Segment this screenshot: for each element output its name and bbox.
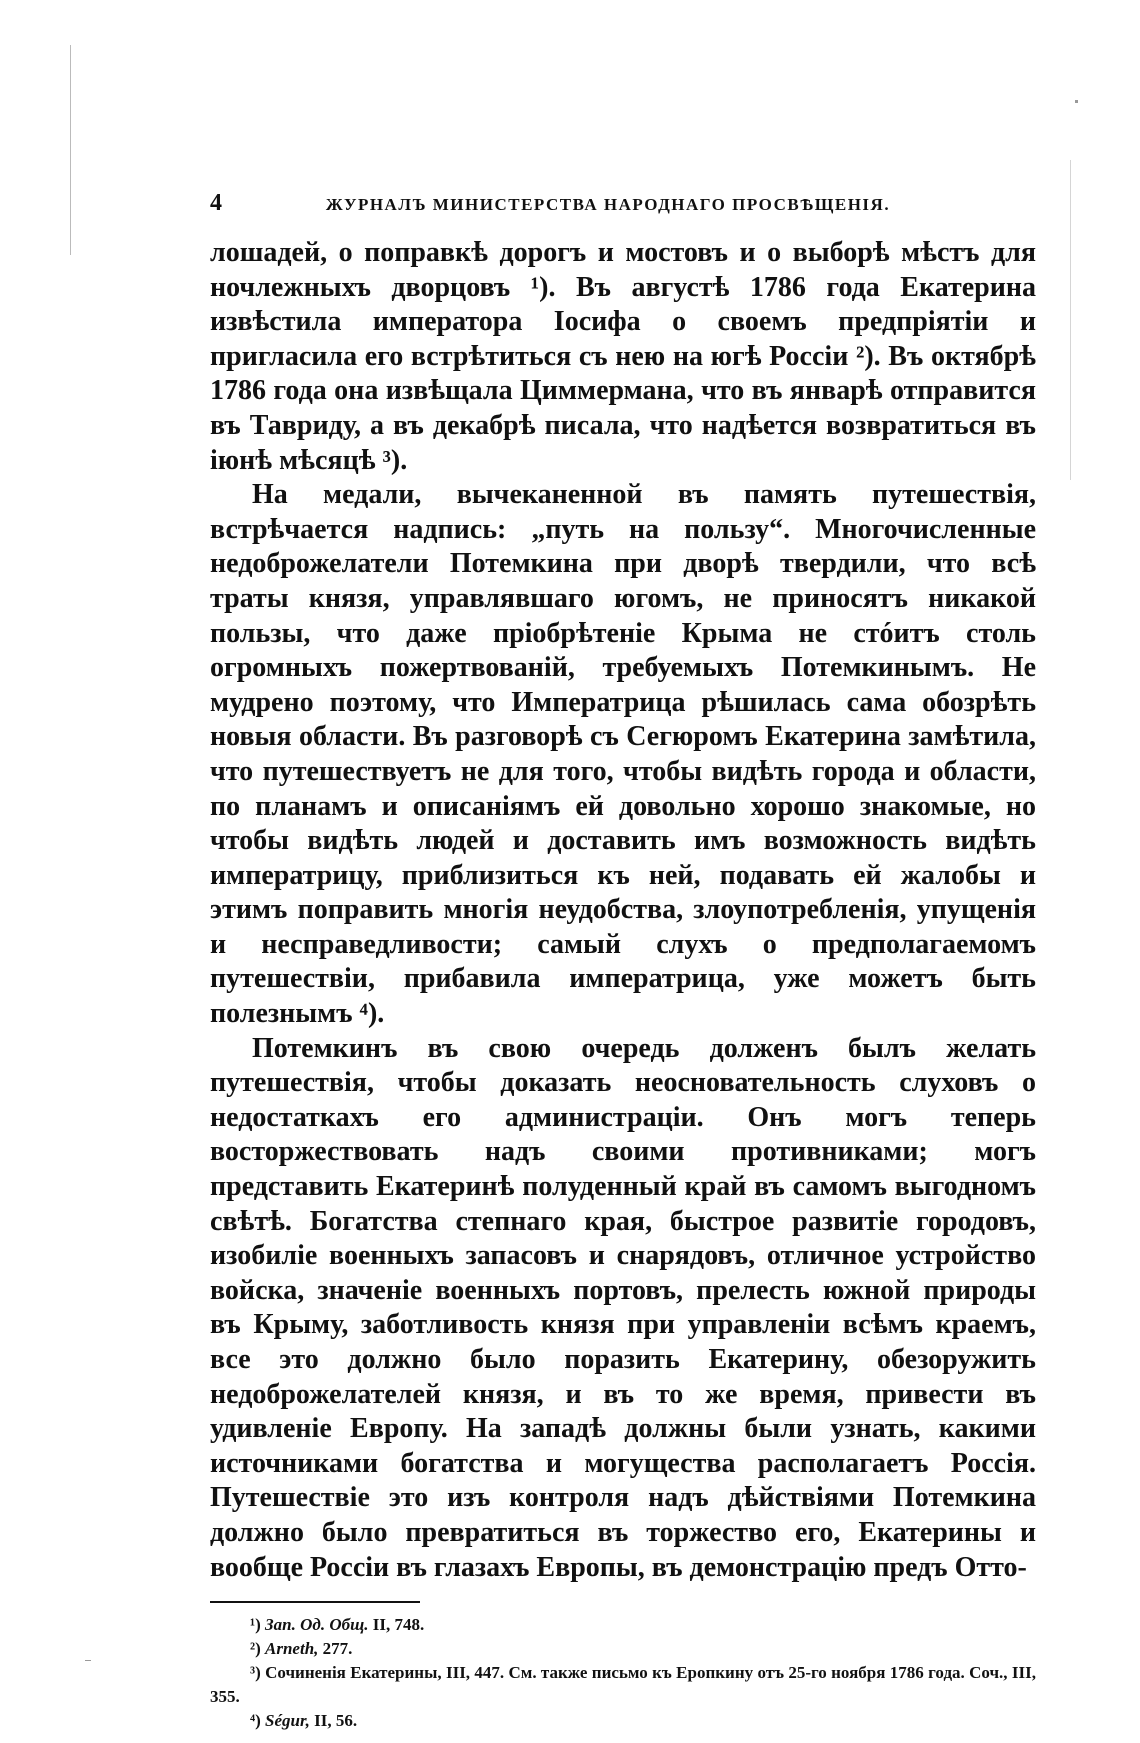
footnote-2 [210, 1637, 1036, 1661]
scan-mark [85, 1660, 91, 1661]
scan-edge-line-right [1070, 160, 1071, 480]
paragraph-3: Потемкинъ въ свою очередь долженъ былъ желать путешествія, чтобы доказать неосновательность слуховъ о недостаткахъ его администраціи. Онъ могъ теперь восторжествовать надъ своими противниками; могъ представить Екатеринѣ полуденный край въ самомъ выгодномъ свѣтѣ. Богатства степнаго края, быстрое развитіе городовъ, изобиліе военныхъ запасовъ и снарядовъ, отличное устройство войска, значеніе военныхъ портовъ, прелесть южной природы въ Крыму, заботливость князя при управленіи всѣмъ краемъ, все это должно было поразить Екатерину, обезоружить недоброжелателей князя, и въ то же время, привести въ удивленіе Европу. На западѣ должны были узнать, какими источниками богатства и могущества располагаетъ Россія. Путешествіе это изъ контроля надъ дѣйствіями Потемкина должно было превратиться въ торжество его, Екатерины и вообще Россіи въ глазахъ Европы, въ демонстрацію предъ Отто- [210, 1032, 1036, 1583]
footnote-marker: ⁴) [250, 1711, 261, 1731]
footnote-text: II, 748. [368, 1615, 425, 1635]
scan-edge-line-left [70, 45, 71, 255]
footnote-text: 277. [318, 1639, 353, 1659]
footnote-text: Сочиненія Екатерины, III, 447. См. также письмо къ Еропкину отъ 25-го ноября 1786 года. Соч., III, 355. [210, 1663, 1036, 1707]
footnotes [210, 1613, 1036, 1733]
footnote-4 [210, 1709, 1036, 1733]
running-head [210, 190, 1036, 220]
paragraph-1: лошадей, о поправкѣ дорогъ и мостовъ и о выборѣ мѣстъ для ночлежныхъ дворцовъ ¹). Въ августѣ 1786 года Екатерина извѣстила императора Іосифа о своемъ предпріятіи и пригласила его встрѣтиться съ нею на югѣ Россіи ²). Въ октябрѣ 1786 года она извѣщала Циммермана, что въ январѣ отправится въ Тавриду, а въ декабрѣ писала, что надѣется возвратиться въ іюнѣ мѣсяцѣ ³). [210, 237, 1036, 476]
footnote-3 [210, 1661, 1036, 1709]
body-text [210, 236, 1036, 1585]
footnote-marker: ³) [250, 1663, 261, 1683]
paragraph-2: На медали, вычеканенной въ память путешествія, встрѣчается надпись: „путь на пользу“. Многочисленные недоброжелатели Потемкина при дворѣ твердили, что всѣ траты князя, управлявшаго югомъ, не приносятъ никакой пользы, что даже пріобрѣтеніе Крыма не стóитъ столь огромныхъ пожертвованій, требуемыхъ Потемкинымъ. Не мудрено поэтому, что Императрица рѣшилась сама обозрѣть новыя области. Въ разговорѣ съ Сегюромъ Екатерина замѣтила, что путешествуетъ не для того, чтобы видѣть города и области, по планамъ и описаніямъ ей довольно хорошо знакомые, но чтобы видѣть людей и доставить имъ возможность видѣть императрицу, приблизиться къ ней, подавать ей жалобы и этимъ поправить многія неудобства, злоупотребленія, упущенія и несправедливости; самый слухъ о предполагаемомъ путешествіи, прибавила императрица, уже можетъ быть полезнымъ ⁴). [210, 479, 1036, 1030]
footnote-rule [210, 1601, 420, 1603]
book-page [210, 190, 1036, 1733]
scan-speck [1075, 100, 1078, 103]
footnote-text: II, 56. [309, 1711, 358, 1731]
journal-title: ЖУРНАЛЪ МИНИСТЕРСТВА НАРОДНАГО ПРОСВѢЩЕНІЯ. [325, 195, 891, 214]
footnote-marker: ¹) [250, 1615, 261, 1635]
footnote-source: Зап. Од. Общ. [265, 1615, 369, 1635]
footnote-source: Ségur, [265, 1711, 310, 1731]
footnote-source: Arneth, [265, 1639, 319, 1659]
footnote-1 [210, 1613, 1036, 1637]
footnote-marker: ²) [250, 1639, 261, 1659]
page-number: 4 [210, 190, 222, 216]
